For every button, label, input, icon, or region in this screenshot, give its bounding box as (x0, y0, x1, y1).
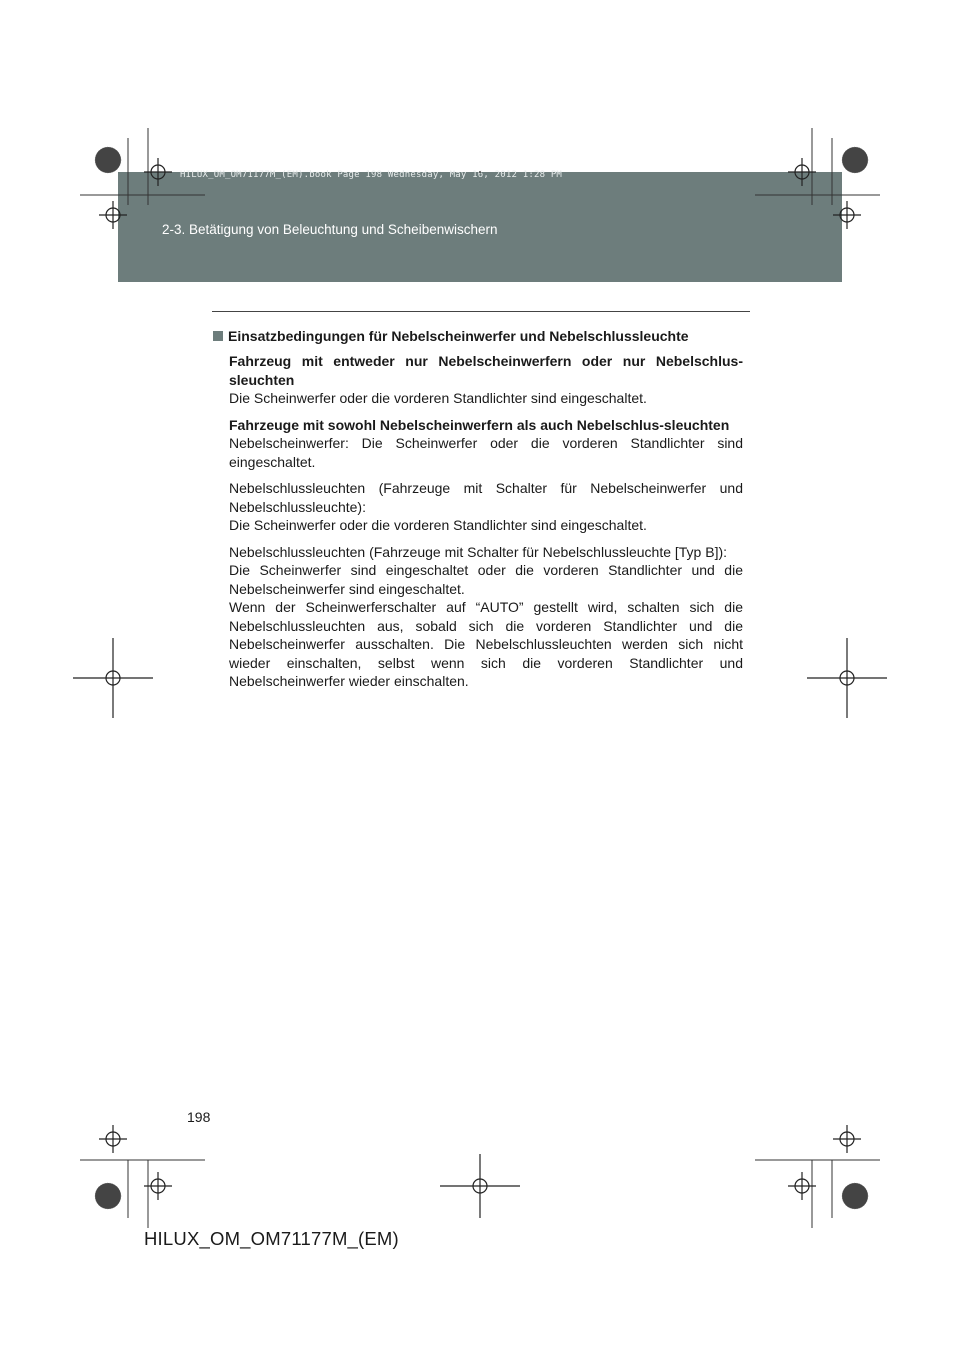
paragraph-4-text: Nebelschlussleuchten (Fahrzeuge mit Schalter für Nebelschlussleuchte [Typ B]): (229, 543, 728, 560)
paragraph-4c-text: Wenn der Scheinwerferschalter auf “AUTO” gestellt wird, schalten sich die Nebelschlussleuchten aus, sobald sich die vorderen Standlichter und die Nebelscheinwerfer ausschalten. Die Nebelschlussleuchten werden sich nicht wieder einschalten, selbst wenn sich die vorderen Standlichter und Nebelscheinwerfer wieder einschalten. (229, 599, 743, 689)
subsection-heading-text: Einsatzbedingungen für Nebelscheinwerfer und Nebelschlussleuchte (228, 328, 689, 344)
starburst-marks (95, 147, 868, 1209)
paragraph-3-text: Nebelschlussleuchten (Fahrzeuge mit Schalter für Nebelscheinwerfer und Nebelschlussleuchte): (229, 480, 743, 515)
page-number: 198 (187, 1109, 211, 1125)
paragraph-1-bold: Fahrzeug mit entweder nur Nebelscheinwerfern oder nur Nebelschlus-sleuchten (229, 353, 743, 388)
section-title: 2-3. Betätigung von Beleuchtung und Scheibenwischern (162, 222, 498, 237)
paragraph-1-text: Die Scheinwerfer oder die vorderen Standlichter sind eingeschaltet. (229, 390, 647, 406)
footer-code: HILUX_OM_OM71177M_(EM) (144, 1228, 399, 1249)
paragraph-2-text: Nebelscheinwerfer: Die Scheinwerfer oder die vorderen Standlichter sind eingeschaltet. (229, 435, 743, 470)
paragraph-3b-text: Die Scheinwerfer oder die vorderen Standlichter sind eingeschaltet. (229, 517, 647, 533)
paragraph-2-bold: Fahrzeuge mit sowohl Nebelscheinwerfern als auch Nebelschlus-sleuchten (229, 416, 730, 433)
crosshair-marks (73, 158, 887, 1218)
book-stamp: HILUX_OM_OM71177M_(EM).book Page 198 Wednesday, May 16, 2012 1:28 PM (180, 170, 563, 180)
paragraph-4b-text: Die Scheinwerfer sind eingeschaltet oder die vorderen Standlichter und die Nebelscheinwerfer sind eingeschaltet. (229, 562, 743, 597)
